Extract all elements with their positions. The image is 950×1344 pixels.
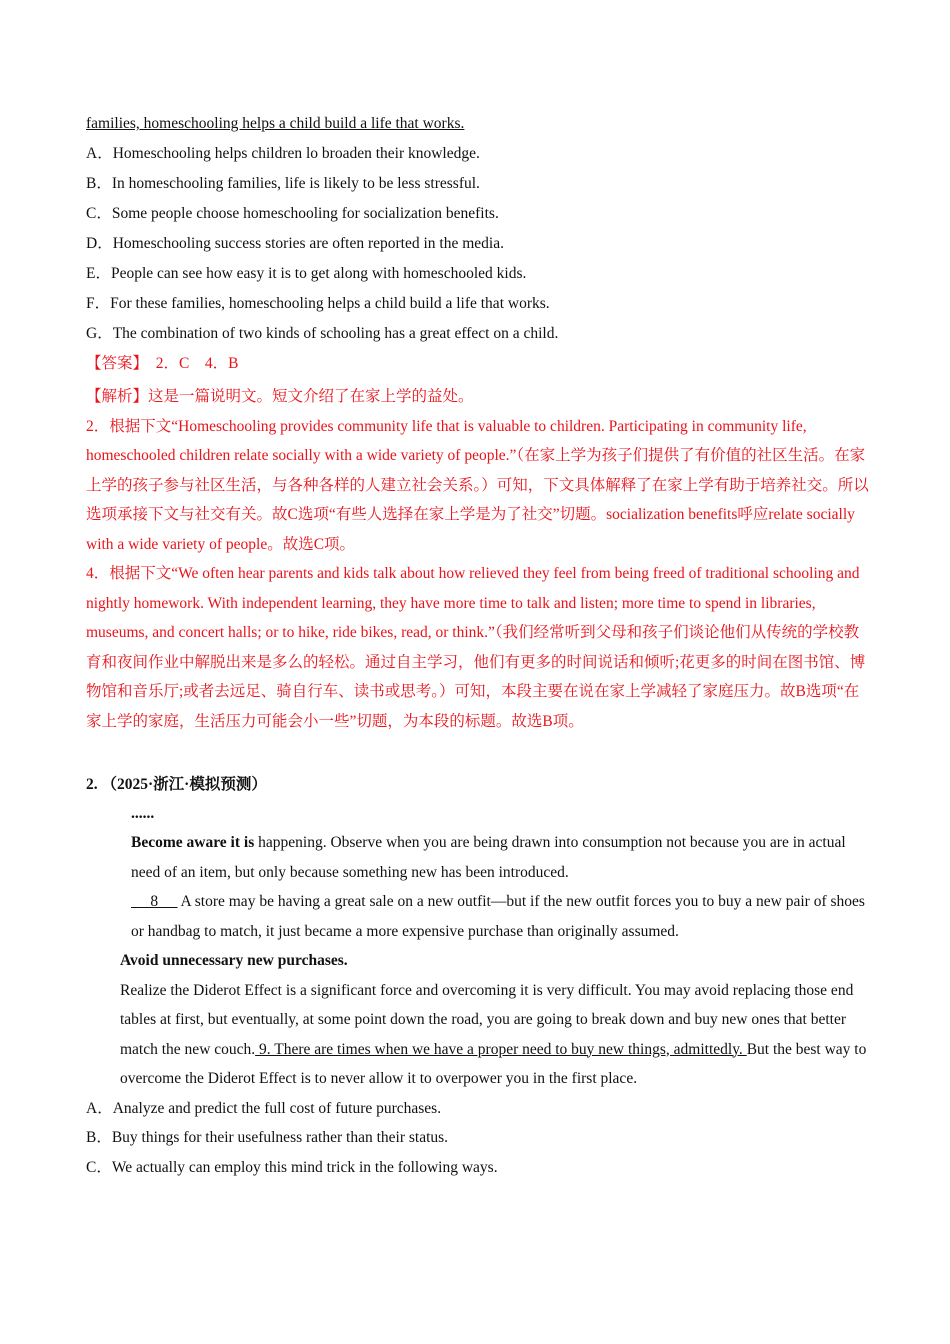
passage-heading: Avoid unnecessary new purchases. — [120, 952, 348, 969]
passage-paragraph-1: Become aware it is happening. Observe when you are being drawn into consumption not because you are in actual need of an item, but only because something new has been introduced. — [131, 834, 846, 881]
option-b: B．In homeschooling families, life is likely to be less stressful. — [86, 175, 480, 192]
options-list-1 — [86, 142, 872, 346]
answer-line — [86, 352, 872, 376]
option-2-c: C．We actually can employ this mind trick in the following ways. — [86, 1158, 498, 1176]
options-list-2 — [86, 1094, 872, 1183]
explanation-4: 4．根据下文“We often hear parents and kids talk about how relieved they feel from being freed of traditional schooling and nightly homework. With independent learning, they have more time to talk and listen; more time to spend in libraries, museums, and concert halls; or to hike, ride bikes, read, or think.”（我们经常听到父母和孩子们谈论他们从传统的学校教育和夜间作业中解脱出来是多么的轻松。通过自主学习，他们有更多的时间说话和倾听;花更多的时间在图书馆、博物馆和音乐厅;或者去远足、骑自行车、读书或思考。）可知，本段主要在说在家上学减轻了家庭压力。故B选项“在家上学的家庭，生活压力可能会小一些”切题，为本段的标题。故选B项。 — [86, 565, 866, 730]
document-page — [86, 112, 872, 1182]
blank-9: 9. There are times when we have a proper need to buy new things, admittedly. — [255, 1040, 747, 1058]
answer-text: 2．C 4．B — [140, 355, 239, 372]
analysis-text: 这是一篇说明文。短文介绍了在家上学的益处。 — [148, 388, 474, 405]
analysis-tag: 【解析】 — [86, 388, 149, 405]
option-2-b: B．Buy things for their usefulness rather than their status. — [86, 1129, 449, 1146]
option-a: A．Homeschooling helps children lo broaden their knowledge. — [86, 145, 480, 162]
top-line: families, homeschooling helps a child build a life that works. — [86, 115, 465, 132]
option-2-a: A．Analyze and predict the full cost of future purchases. — [86, 1099, 442, 1117]
explanation-2: 2．根据下文“Homeschooling provides community life that is valuable to children. Participating in community life, homeschooled children relate socially with a wide variety of people.”（在家上学为孩子们提供了有价值的社区生活。在家上学的孩子参与社区生活，与各种各样的人建立社会关系。）可知，下文具体解释了在家上学有助于培养社交。所以选项承接下文与社交有关。故C选项“有些人选择在家上学是为了社交”切题。socialization benefits呼应relate socially with a wide variety of people。故选C项。 — [86, 417, 869, 553]
paragraph-1-bold: Become aware it is — [131, 834, 255, 851]
answer-tag: 【答案】 — [86, 355, 141, 372]
option-g: G．The combination of two kinds of schooling has a great effect on a child. — [86, 325, 559, 342]
question-source: （2025·浙江·模拟预测） — [101, 776, 267, 793]
option-c: C．Some people choose homeschooling for socialization benefits. — [86, 205, 499, 222]
question-2-header — [86, 770, 872, 799]
option-d: D．Homeschooling success stories are often reported in the media. — [86, 235, 504, 252]
option-f: F．For these families, homeschooling helps a child build a life that works. — [86, 295, 550, 312]
passage-paragraph-3: Realize the Diderot Effect is a significant force and overcoming it is very difficult. You may avoid replacing those end tables at first, but eventually, at some point down the road, you are going to break down and buy new ones that better match the new couch. 9. There are times when we have a proper need to buy new things, admittedly. But the best way to overcome the Diderot Effect is to never allow it to overpower you in the first place. — [120, 981, 867, 1087]
option-e: E．People can see how easy it is to get along with homeschooled kids. — [86, 265, 527, 282]
passage-paragraph-2: 8 A store may be having a great sale on a new outfit—but if the new outfit forces you to buy a new pair of shoes or handbag to match, it just became a more expensive purchase than originally assumed. — [131, 893, 865, 940]
analysis-line — [86, 382, 872, 412]
blank-8: 8 — [131, 893, 178, 910]
question-number: 2. — [86, 776, 98, 793]
ellipsis: ...... — [131, 805, 155, 822]
